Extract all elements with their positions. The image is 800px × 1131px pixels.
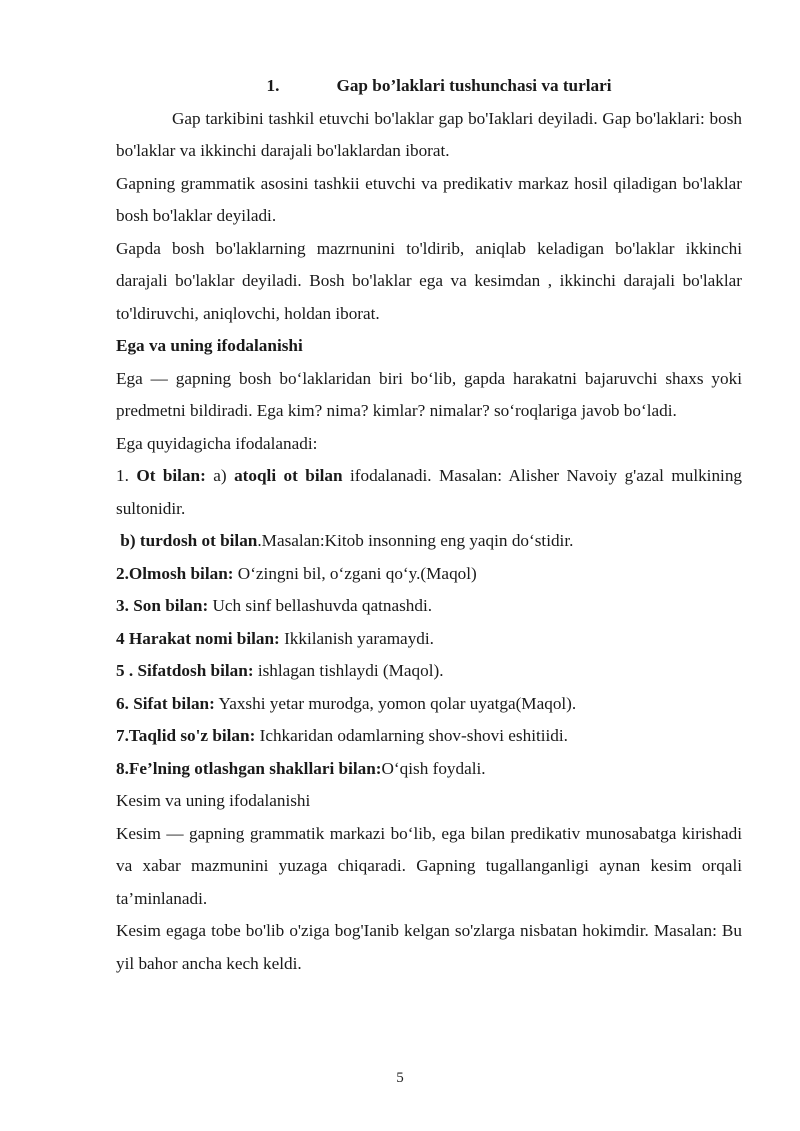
ega-items-list [116,558,742,786]
ega-definition: Ega — gapning bosh bo‘laklaridan biri bo‘lib, gapda harakatni bajaruvchi shaxs yoki predmetni bildiradi. Ega kim? nima? kimlar? nimalar? so‘roqlariga javob bo‘ladi. [116,368,742,420]
ega-list-item-text: Yaxshi yetar murodga, yomon qolar uyatga(Maqol). [214,693,577,713]
ega-item-1-label: Ot bilan: [136,466,206,485]
ega-list-item-text: O‘zingni bil, o‘zgani qo‘y.(Maqol) [233,563,477,583]
kesim-heading: Kesim va uning ifodalanishi [116,791,311,810]
kesim-paragraph-1: Kesim — gapning grammatik markazi bo‘lib, ega bilan predikativ munosabatga kirishadi va xabar mazmunini yuzaga chiqaradi. Gapning tugallanganligi aynan kesim orqali ta’minlanadi. [116,823,742,908]
ega-list-item-label: 2.Olmosh bilan: [116,563,234,583]
ega-list-item [116,558,742,591]
ega-item-1: 1. Ot bilan: a) atoqli ot bilan ifodalanadi. Masalan: Alisher Navoiy g'azal mulkining sultonidir. [116,466,743,518]
ega-list-item [116,655,742,688]
ega-item-1-sub-label: atoqli ot bilan [234,466,343,485]
section-number: 1. [266,76,280,95]
ega-heading: Ega va uning ifodalanishi [116,336,303,355]
page-number: 5 [396,1070,404,1086]
intro-paragraph-2: Gapning grammatik asosini tashkii etuvchi va predikativ markaz hosil qiladigan bo'laklar bosh bo'laklar deyiladi. [116,173,742,225]
ega-list-item-text: Uch sinf bellashuvda qatnashdi. [208,596,433,615]
ega-list-item-text: Ichkaridan odamlarning shov-shovi eshitiidi. [255,726,568,745]
intro-paragraph-1: Gap tarkibini tashkil etuvchi bo'laklar gap bo'Iaklari deyiladi. Gap bo'laklari: bosh bo'laklar va ikkinchi darajali bo'laklardan iborat. [116,108,742,160]
ega-list-item-label: 8.Fe’lning otlashgan shakllari bilan: [116,758,382,778]
ega-list-item [116,590,742,623]
ega-list-item-label: 4 Harakat nomi bilan: [116,628,280,648]
ega-list-item-label: 3. Son bilan: [116,596,209,615]
intro-paragraph-3: Gapda bosh bo'laklarning mazrnunini to'ldirib, aniqlab keladigan bo'laklar ikkinchi darajali bo'laklar deyiladi. Bosh bo'laklar ega va kesimdan , ikkinchi darajali bo'laklar to'ldiruvchi, aniqlovchi, holdan iborat. [116,238,742,323]
kesim-paragraph-2: Kesim egaga tobe bo'lib o'ziga bog'Ianib kelgan so'zlarga nisbatan hokimdir. Masalan: Bu yil bahor ancha kech keldi. [116,921,742,973]
ega-list-item-text: Ikkilanish yaramaydi. [279,628,434,648]
ega-lead: Ega quyidagicha ifodalanadi: [116,433,318,453]
ega-list-item [116,688,742,721]
ega-item-1b-label: b) turdosh ot bilan [120,531,258,550]
section-heading [116,70,742,103]
ega-list-item [116,720,742,753]
ega-list-item-text: O‘qish foydali. [381,758,486,778]
section-title: Gap bo’laklari tushunchasi va turlari [336,76,612,95]
ega-list-item-label: 5 . Sifatdosh bilan: [116,661,254,680]
ega-list-item-label: 7.Taqlid so'z bilan: [116,726,256,745]
ega-list-item-text: ishlagan tishlaydi (Maqol). [253,661,444,680]
ega-item-1b: b) turdosh ot bilan.Masalan:Kitob insonning eng yaqin do‘stidir. [120,531,574,550]
ega-list-item [116,753,742,786]
ega-list-item-label: 6. Sifat bilan: [116,693,215,713]
ega-list-item [116,623,742,656]
page-content [116,70,742,980]
